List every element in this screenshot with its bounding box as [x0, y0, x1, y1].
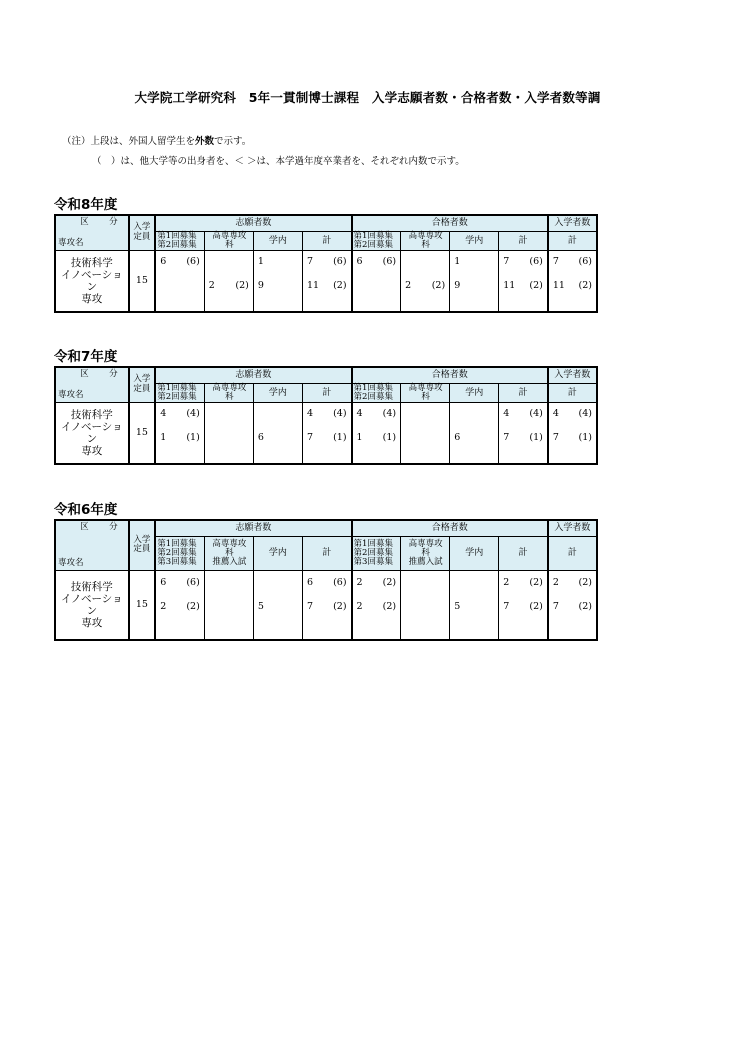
data-cell: 6 — [450, 402, 499, 464]
teiin-value: 15 — [129, 402, 156, 464]
data-cell: 6 (6) — [352, 250, 401, 312]
shigan-header: 志願者数 — [155, 367, 351, 383]
note-line-2: （ ）は、他大学等の出身者を、＜ ＞は、本学過年度卒業者を、それぞれ内数で示す。 — [92, 156, 465, 167]
major-name: 技術科学 イノベーション 専攻 — [55, 250, 129, 312]
data-cell: 4 (4) 1 (1) — [155, 402, 204, 464]
year-section — [54, 501, 598, 641]
data-cell: 6 (6) 2 (2) — [155, 570, 204, 640]
data-cell: 2 (2) — [401, 250, 450, 312]
page-title: 大学院工学研究科 5年一貫制博士課程 入学志願者数・合格者数・入学者数等調 — [134, 90, 601, 105]
nyugaku-header: 入学者数 — [548, 520, 597, 536]
nyugaku-header: 入学者数 — [548, 367, 597, 383]
data-cell: 5 — [253, 570, 302, 640]
major-name: 技術科学 イノベーション 専攻 — [55, 570, 129, 640]
boshu-header: 第1回募集 第2回募集 — [352, 383, 401, 402]
data-cell: 1 9 — [253, 250, 302, 312]
teiin-header: 入学 定員 — [129, 215, 156, 250]
year-title: 令和6年度 — [54, 502, 118, 518]
data-cell: 7 (6) 11 (2) — [302, 250, 351, 312]
kei-header: 計 — [548, 231, 597, 250]
goukaku-header: 合格者数 — [352, 367, 548, 383]
major-name: 技術科学 イノベーション 専攻 — [55, 402, 129, 464]
year-title: 令和8年度 — [54, 197, 118, 213]
kubun-header-cell: 区 分 専攻名 — [55, 215, 129, 250]
data-cell: 2 (2) 2 (2) — [352, 570, 401, 640]
year-section — [54, 196, 598, 313]
boshu-header: 第1回募集 第2回募集 第3回募集 — [155, 536, 204, 570]
goukaku-header: 合格者数 — [352, 215, 548, 231]
note-line-1: （注）上段は、外国人留学生を外数で示す。 — [62, 136, 252, 147]
gakunai-header: 学内 — [253, 383, 302, 402]
gakunai-header: 学内 — [450, 231, 499, 250]
kei-header: 計 — [499, 231, 548, 250]
kosen-header: 高専専攻 科 推薦入試 — [204, 536, 253, 570]
data-cell: 6 (6) — [155, 250, 204, 312]
boshu-header: 第1回募集 第2回募集 — [352, 231, 401, 250]
kei-header: 計 — [499, 536, 548, 570]
kosen-header: 高専専攻 科 — [401, 231, 450, 250]
data-cell: 4 (4) 1 (1) — [352, 402, 401, 464]
data-cell: 2 (2) 7 (2) — [548, 570, 597, 640]
data-cell: 7 (6) 11 (2) — [548, 250, 597, 312]
teiin-value: 15 — [129, 570, 156, 640]
gakunai-header: 学内 — [253, 536, 302, 570]
kosen-header: 高専専攻 科 推薦入試 — [401, 536, 450, 570]
data-cell: 2 (2) — [204, 250, 253, 312]
kosen-header: 高専専攻 科 — [401, 383, 450, 402]
data-cell — [401, 402, 450, 464]
boshu-header: 第1回募集 第2回募集 — [155, 383, 204, 402]
gakunai-header: 学内 — [450, 383, 499, 402]
boshu-header: 第1回募集 第2回募集 — [155, 231, 204, 250]
data-cell: 4 (4) 7 (1) — [548, 402, 597, 464]
year-title: 令和7年度 — [54, 349, 118, 365]
kei-header: 計 — [302, 231, 351, 250]
nyugaku-header: 入学者数 — [548, 215, 597, 231]
data-cell: 4 (4) 7 (1) — [499, 402, 548, 464]
year-section — [54, 348, 598, 465]
kosen-header: 高専専攻 科 — [204, 383, 253, 402]
kei-header: 計 — [499, 383, 548, 402]
gakunai-header: 学内 — [450, 536, 499, 570]
admission-table — [54, 214, 598, 313]
data-cell: 5 — [450, 570, 499, 640]
data-cell: 1 9 — [450, 250, 499, 312]
teiin-value: 15 — [129, 250, 156, 312]
data-cell — [401, 570, 450, 640]
data-cell — [204, 570, 253, 640]
kei-header: 計 — [302, 383, 351, 402]
data-cell: 2 (2) 7 (2) — [499, 570, 548, 640]
data-cell — [204, 402, 253, 464]
data-cell: 6 — [253, 402, 302, 464]
admission-table — [54, 366, 598, 465]
kubun-header-cell: 区 分 専攻名 — [55, 520, 129, 570]
gakunai-header: 学内 — [253, 231, 302, 250]
teiin-header: 入学 定員 — [129, 367, 156, 402]
shigan-header: 志願者数 — [155, 520, 351, 536]
shigan-header: 志願者数 — [155, 215, 351, 231]
kei-header: 計 — [302, 536, 351, 570]
boshu-header: 第1回募集 第2回募集 第3回募集 — [352, 536, 401, 570]
admission-table — [54, 519, 598, 641]
kei-header: 計 — [548, 383, 597, 402]
goukaku-header: 合格者数 — [352, 520, 548, 536]
kosen-header: 高専専攻 科 — [204, 231, 253, 250]
data-cell: 4 (4) 7 (1) — [302, 402, 351, 464]
kubun-header-cell: 区 分 専攻名 — [55, 367, 129, 402]
data-cell: 6 (6) 7 (2) — [302, 570, 351, 640]
data-cell: 7 (6) 11 (2) — [499, 250, 548, 312]
kei-header: 計 — [548, 536, 597, 570]
teiin-header: 入学 定員 — [129, 520, 156, 570]
